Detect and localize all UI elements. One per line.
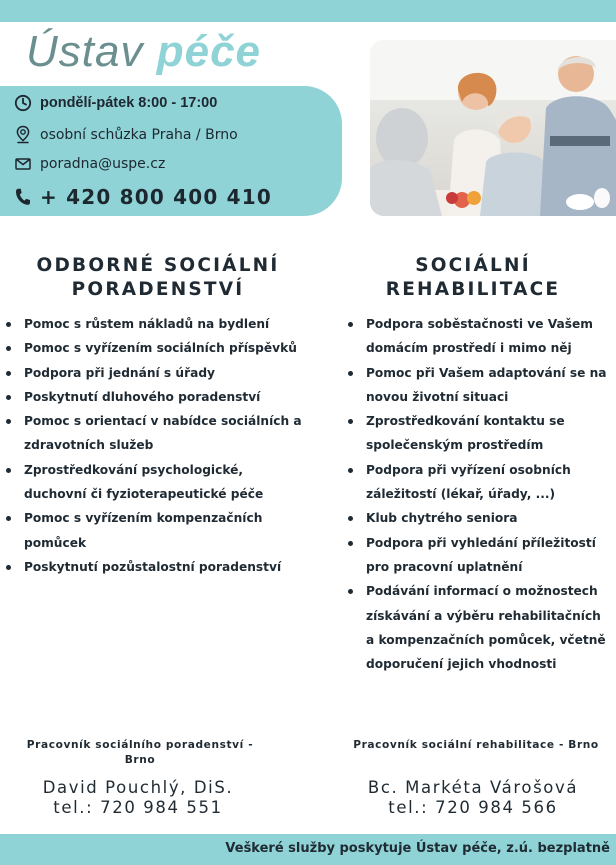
email-contact[interactable] [14, 156, 165, 172]
list-item: Pomoc s vyřízením sociálních příspěvků [2, 336, 302, 360]
opening-hours-text: pondělí-pátek 8:00 - 17:00 [40, 95, 218, 111]
rehabilitation-worker-phone[interactable]: tel.: 720 984 566 [388, 798, 558, 817]
logo-word-pece: péče [156, 27, 262, 76]
meeting-location [14, 125, 238, 145]
logo-word-ustav: Ústav [26, 27, 144, 76]
list-item: Podpora při vyhledání příležitostí pro pracovní uplatnění [344, 531, 612, 580]
section-title-rehabilitation-line2: REHABILITACE [385, 279, 561, 300]
list-item: Zprostředkování psychologické, duchovní či fyzioterapeutické péče [2, 458, 302, 507]
section-title-counseling-line2: PORADENSTVÍ [71, 279, 245, 300]
email-link[interactable]: poradna@uspe.cz [40, 156, 166, 172]
list-item: Pomoc s růstem nákladů na bydlení [2, 312, 302, 336]
elderly-people-photo [370, 40, 616, 216]
counseling-worker-role: Pracovník sociálního poradenství - Brno [26, 739, 254, 766]
logo [26, 28, 261, 76]
list-item: Podávání informací o možnostech získávání a výběru rehabilitačních a kompenzačních pomůcek, včetně doporučení jejich vhodnosti [344, 579, 612, 676]
phone-icon [14, 187, 32, 207]
rehabilitation-worker-name: Bc. Markéta Várošová [367, 778, 579, 797]
location-pin-icon [14, 125, 32, 145]
list-item: Zprostředkování kontaktu se společenským prostředím [344, 409, 612, 458]
rehabilitation-worker-role: Pracovník sociální rehabilitace - Brno [353, 739, 599, 751]
list-item: Podpora soběstačnosti ve Vašem domácím prostředí i mimo něj [344, 312, 612, 361]
footer-bar [0, 834, 616, 865]
section-title-counseling [8, 254, 308, 302]
list-item: Pomoc s vyřízením kompenzačních pomůcek [2, 506, 302, 555]
section-title-rehabilitation [330, 254, 616, 302]
phone-contact[interactable] [14, 185, 272, 209]
counseling-services-list [2, 312, 302, 579]
footer-text: Veškeré služby poskytuje Ústav péče, z.ú. bezplatně [225, 841, 610, 856]
section-title-counseling-line1: ODBORNÉ SOCIÁLNÍ [36, 255, 280, 276]
opening-hours [14, 94, 217, 112]
list-item: Pomoc s orientací v nabídce sociálních a zdravotních služeb [2, 409, 302, 458]
counseling-worker-name: David Pouchlý, DiS. [42, 778, 234, 797]
top-accent-bar [0, 0, 616, 22]
list-item: Poskytnutí dluhového poradenství [2, 385, 302, 409]
envelope-icon [14, 156, 32, 172]
list-item: Podpora při vyřízení osobních záležitostí (lékař, úřady, ...) [344, 458, 612, 507]
rehabilitation-services-list [344, 312, 612, 676]
phone-number[interactable]: + 420 800 400 410 [40, 185, 273, 209]
meeting-location-text: osobní schůzka Praha / Brno [40, 127, 238, 143]
list-item: Podpora při jednání s úřady [2, 361, 302, 385]
section-title-rehabilitation-line1: SOCIÁLNÍ [415, 255, 531, 276]
counseling-worker-phone[interactable]: tel.: 720 984 551 [53, 798, 223, 817]
list-item: Poskytnutí pozůstalostní poradenství [2, 555, 302, 579]
clock-icon [14, 94, 32, 112]
list-item: Pomoc při Vašem adaptování se na novou životní situaci [344, 361, 612, 410]
list-item: Klub chytrého seniora [344, 506, 612, 530]
